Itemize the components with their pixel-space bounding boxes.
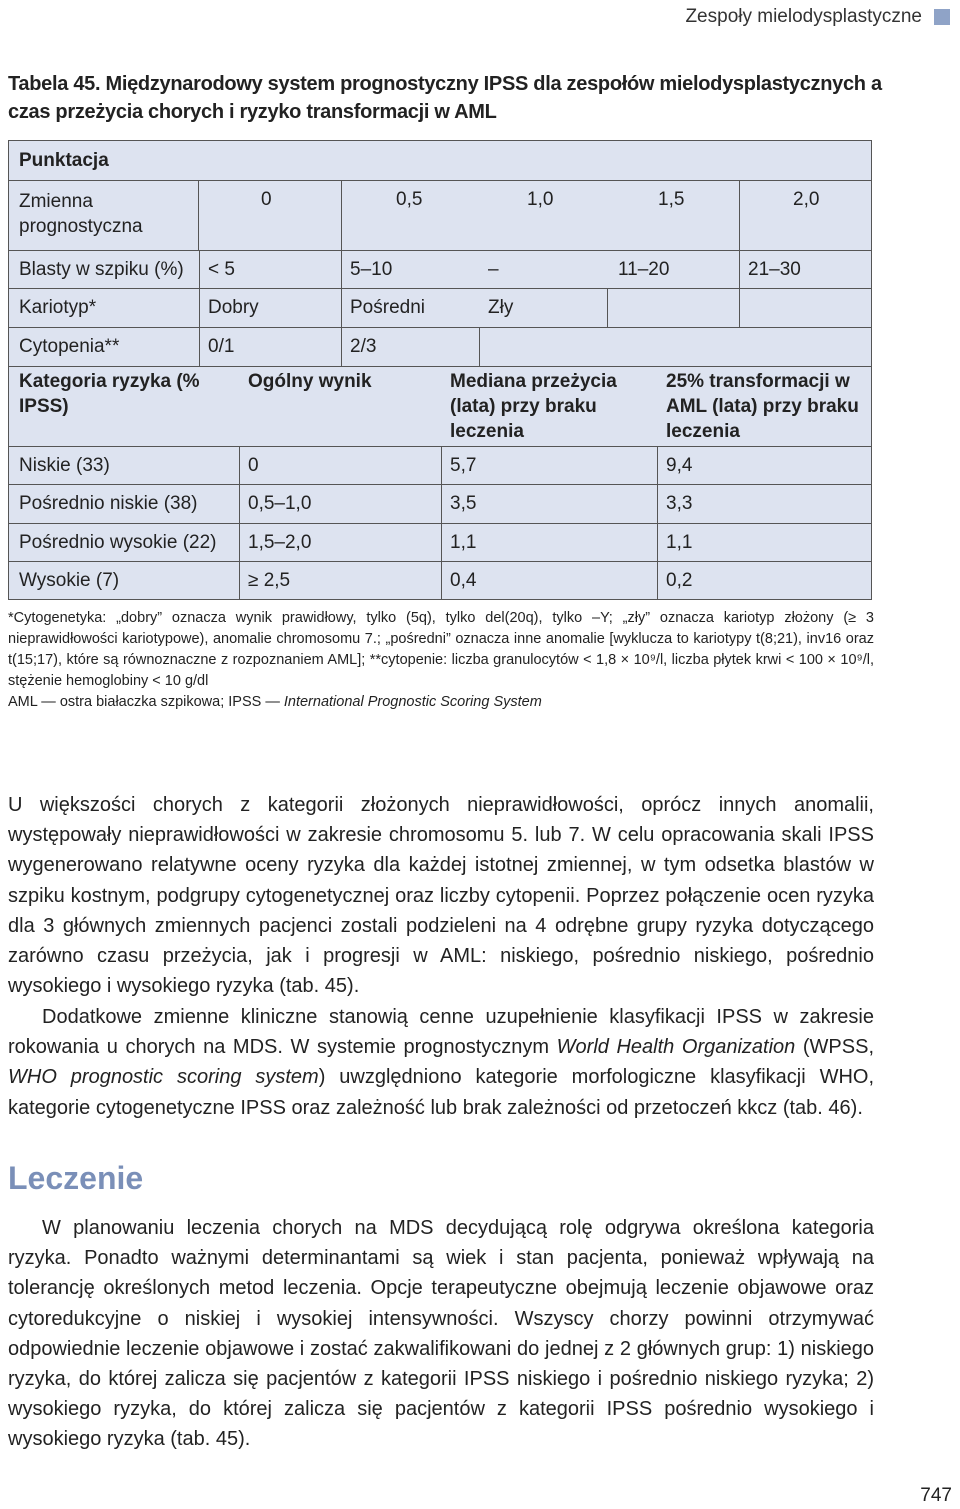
col-divider bbox=[341, 181, 342, 367]
row-value: Dobry bbox=[208, 297, 259, 318]
paragraph-3-text: W planowaniu leczenia chorych na MDS decydującą rolę odgrywa określona kategoria ryzyka. Ponadto ważnymi determinantami są wiek i stan pacjenta, ponieważ wpływają na tolerancję określonych metod leczenia. Opcje terapeutyczne obejmują leczenie objawowe oraz cytoredukcyjne o niskiej i wysokiej intensywności. Wszyscy chorzy powinni otrzymywać odpowiednie leczenie objawowe i zostać zakwalifikowani do jednej z 2 głównych grup: 1) niskiego ryzyka, do której zalicza się pacjentów z kategorii IPSS niskiego i pośrednio niskiego ryzyka; 2) wysokiego ryzyka, do której zalicza się pacjentów z kategorii IPSS pośrednio wysokiego i wysokiego ryzyka (tab. 45). bbox=[8, 1217, 874, 1451]
risk-mediana: 1,1 bbox=[450, 532, 477, 553]
row-value: Zły bbox=[488, 297, 514, 318]
risk-mediana: 5,7 bbox=[450, 455, 477, 476]
risk-transform: 9,4 bbox=[666, 455, 693, 476]
punktacja-label: Punktacja bbox=[19, 150, 109, 171]
col-divider bbox=[739, 181, 740, 328]
cell-divider bbox=[607, 289, 608, 328]
row-value: Pośredni bbox=[350, 297, 425, 318]
risk-mediana: 0,4 bbox=[450, 570, 477, 591]
row-label: Kariotyp* bbox=[19, 297, 97, 318]
row-value: 0/1 bbox=[208, 336, 235, 357]
running-head-text: Zespoły mielodysplastyczne bbox=[685, 6, 922, 27]
col-divider bbox=[657, 447, 658, 599]
col-divider bbox=[199, 251, 200, 367]
table-row bbox=[9, 485, 871, 524]
paragraph-2-text bbox=[8, 1002, 874, 1123]
punktacja-row bbox=[9, 141, 871, 181]
table-title: Tabela 45. Międzynarodowy system prognostyczny IPSS dla zespołów mielodysplastycznych a czas przeżycia chorych i ryzyko transformacji w AML bbox=[8, 73, 882, 123]
header-ogolny: Ogólny wynik bbox=[248, 371, 372, 392]
row-value: 5–10 bbox=[350, 259, 393, 280]
header-mediana: Mediana przeżycia (lata) przy braku leczenia bbox=[450, 371, 617, 442]
score-1: 0,5 bbox=[396, 189, 423, 210]
paragraph-3 bbox=[8, 1213, 874, 1455]
row-label: Blasty w szpiku (%) bbox=[19, 259, 184, 280]
risk-kategoria: Niskie (33) bbox=[19, 455, 110, 476]
table-row bbox=[9, 251, 871, 289]
risk-wynik: 1,5–2,0 bbox=[248, 532, 312, 553]
running-head bbox=[685, 6, 950, 28]
cell-divider bbox=[479, 328, 480, 367]
table-footnote bbox=[8, 608, 874, 713]
table-row bbox=[9, 289, 871, 328]
row-label: Cytopenia** bbox=[19, 336, 120, 357]
table-row bbox=[9, 447, 871, 485]
zmienna-cell bbox=[9, 181, 199, 251]
p2-italic2: WHO prognostic scoring system bbox=[8, 1066, 319, 1089]
square-icon bbox=[934, 9, 950, 25]
row-value: < 5 bbox=[208, 259, 235, 280]
score-2: 1,0 bbox=[527, 189, 554, 210]
row-value: – bbox=[488, 259, 499, 280]
zmienna-label: Zmienna prognostyczna bbox=[19, 191, 143, 237]
footnote-abbrev: AML — ostra białaczka szpikowa; IPSS — bbox=[8, 694, 284, 710]
col-divider bbox=[239, 447, 240, 599]
footnote-line1: *Cytogenetyka: „dobry” oznacza wynik prawidłowy, tylko (5q), tylko del(20q), tylko –Y; „zły” oznacza kariotyp złożony (≥ 3 nieprawidłowości kariotypowe), anomalie chromosomu 7.; „pośredni” oznacza inne anomalie [wyklucza to kariotypy t(8;21), inv16 oraz t(15;17), które są równoznaczne z rozpoznaniem AML]; **cytopenie: liczba granulocytów < 1,8 × 10⁹/l, liczba płytek krwi < 100 × 10⁹/l, stężenie hemoglobiny < 10 g/dl bbox=[8, 610, 874, 689]
row-value: 21–30 bbox=[748, 259, 801, 280]
page-number: 747 bbox=[920, 1485, 952, 1506]
row-value: 11–20 bbox=[618, 259, 670, 280]
risk-wynik: 0 bbox=[248, 455, 259, 476]
header-kategoria: Kategoria ryzyka (% IPSS) bbox=[19, 371, 200, 417]
table-row bbox=[9, 328, 871, 367]
row-value: 2/3 bbox=[350, 336, 377, 357]
score-3: 1,5 bbox=[658, 189, 685, 210]
p2-part1: Dodatkowe zmienne kliniczne stanowią cenne uzupełnienie klasyfikacji IPSS w zakresie rokowania u chorych na MDS. W systemie prognostycznym bbox=[8, 1006, 874, 1059]
risk-transform: 3,3 bbox=[666, 493, 693, 514]
table-row bbox=[9, 562, 871, 599]
ipss-table bbox=[8, 140, 872, 600]
risk-kategoria: Pośrednio wysokie (22) bbox=[19, 532, 217, 553]
risk-wynik: 0,5–1,0 bbox=[248, 493, 312, 514]
risk-mediana: 3,5 bbox=[450, 493, 477, 514]
risk-transform: 1,1 bbox=[666, 532, 693, 553]
p2-part3: ) uwzględniono kategorie morfologiczne klasyfikacji WHO, kategorie cytogenetyczne IPSS oraz zależność lub brak zależności od przetoczeń kkcz (tab. 46). bbox=[8, 1066, 875, 1119]
risk-wynik: ≥ 2,5 bbox=[248, 570, 291, 591]
p2-italic1: World Health Organization bbox=[556, 1036, 796, 1059]
section-title: Leczenie bbox=[8, 1160, 144, 1196]
table-row bbox=[9, 524, 871, 562]
paragraph-1 bbox=[8, 790, 874, 1001]
col-divider bbox=[441, 447, 442, 599]
header-transform: 25% transformacji w AML (lata) przy braku leczenia bbox=[666, 371, 859, 442]
risk-kategoria: Wysokie (7) bbox=[19, 570, 120, 591]
risk-transform: 0,2 bbox=[666, 570, 693, 591]
paragraph-1-text: U większości chorych z kategorii złożonych nieprawidłowości, oprócz innych anomalii, występowały nieprawidłowości w zakresie chromosomu 5. lub 7. W celu opracowania skali IPSS wygenerowano relatywne oceny ryzyka dla każdej istotnej zmiennej, w tym odsetka blastów w szpiku kostnym, podgrupy cytogenetycznej oraz liczby cytopenii. Poprzez połączenie ocen ryzyka dla 3 głównych zmiennych pacjenci zostali podzieleni na 4 odrębne grupy ryzyka dotyczącego zarówno czasu przeżycia, jak i progresji w AML: niskiego, pośrednio niskiego, pośrednio wysokiego i wysokiego ryzyka (tab. 45). bbox=[8, 794, 874, 998]
paragraph-2 bbox=[8, 1002, 874, 1123]
risk-header-row bbox=[9, 367, 871, 447]
footnote-line2 bbox=[8, 692, 874, 713]
risk-kategoria: Pośrednio niskie (38) bbox=[19, 493, 198, 514]
score-0: 0 bbox=[261, 189, 272, 210]
footnote-italic: International Prognostic Scoring System bbox=[283, 694, 542, 710]
score-4: 2,0 bbox=[793, 189, 820, 210]
scores-cell bbox=[199, 181, 871, 251]
p2-part2: (WPSS, bbox=[795, 1036, 874, 1059]
